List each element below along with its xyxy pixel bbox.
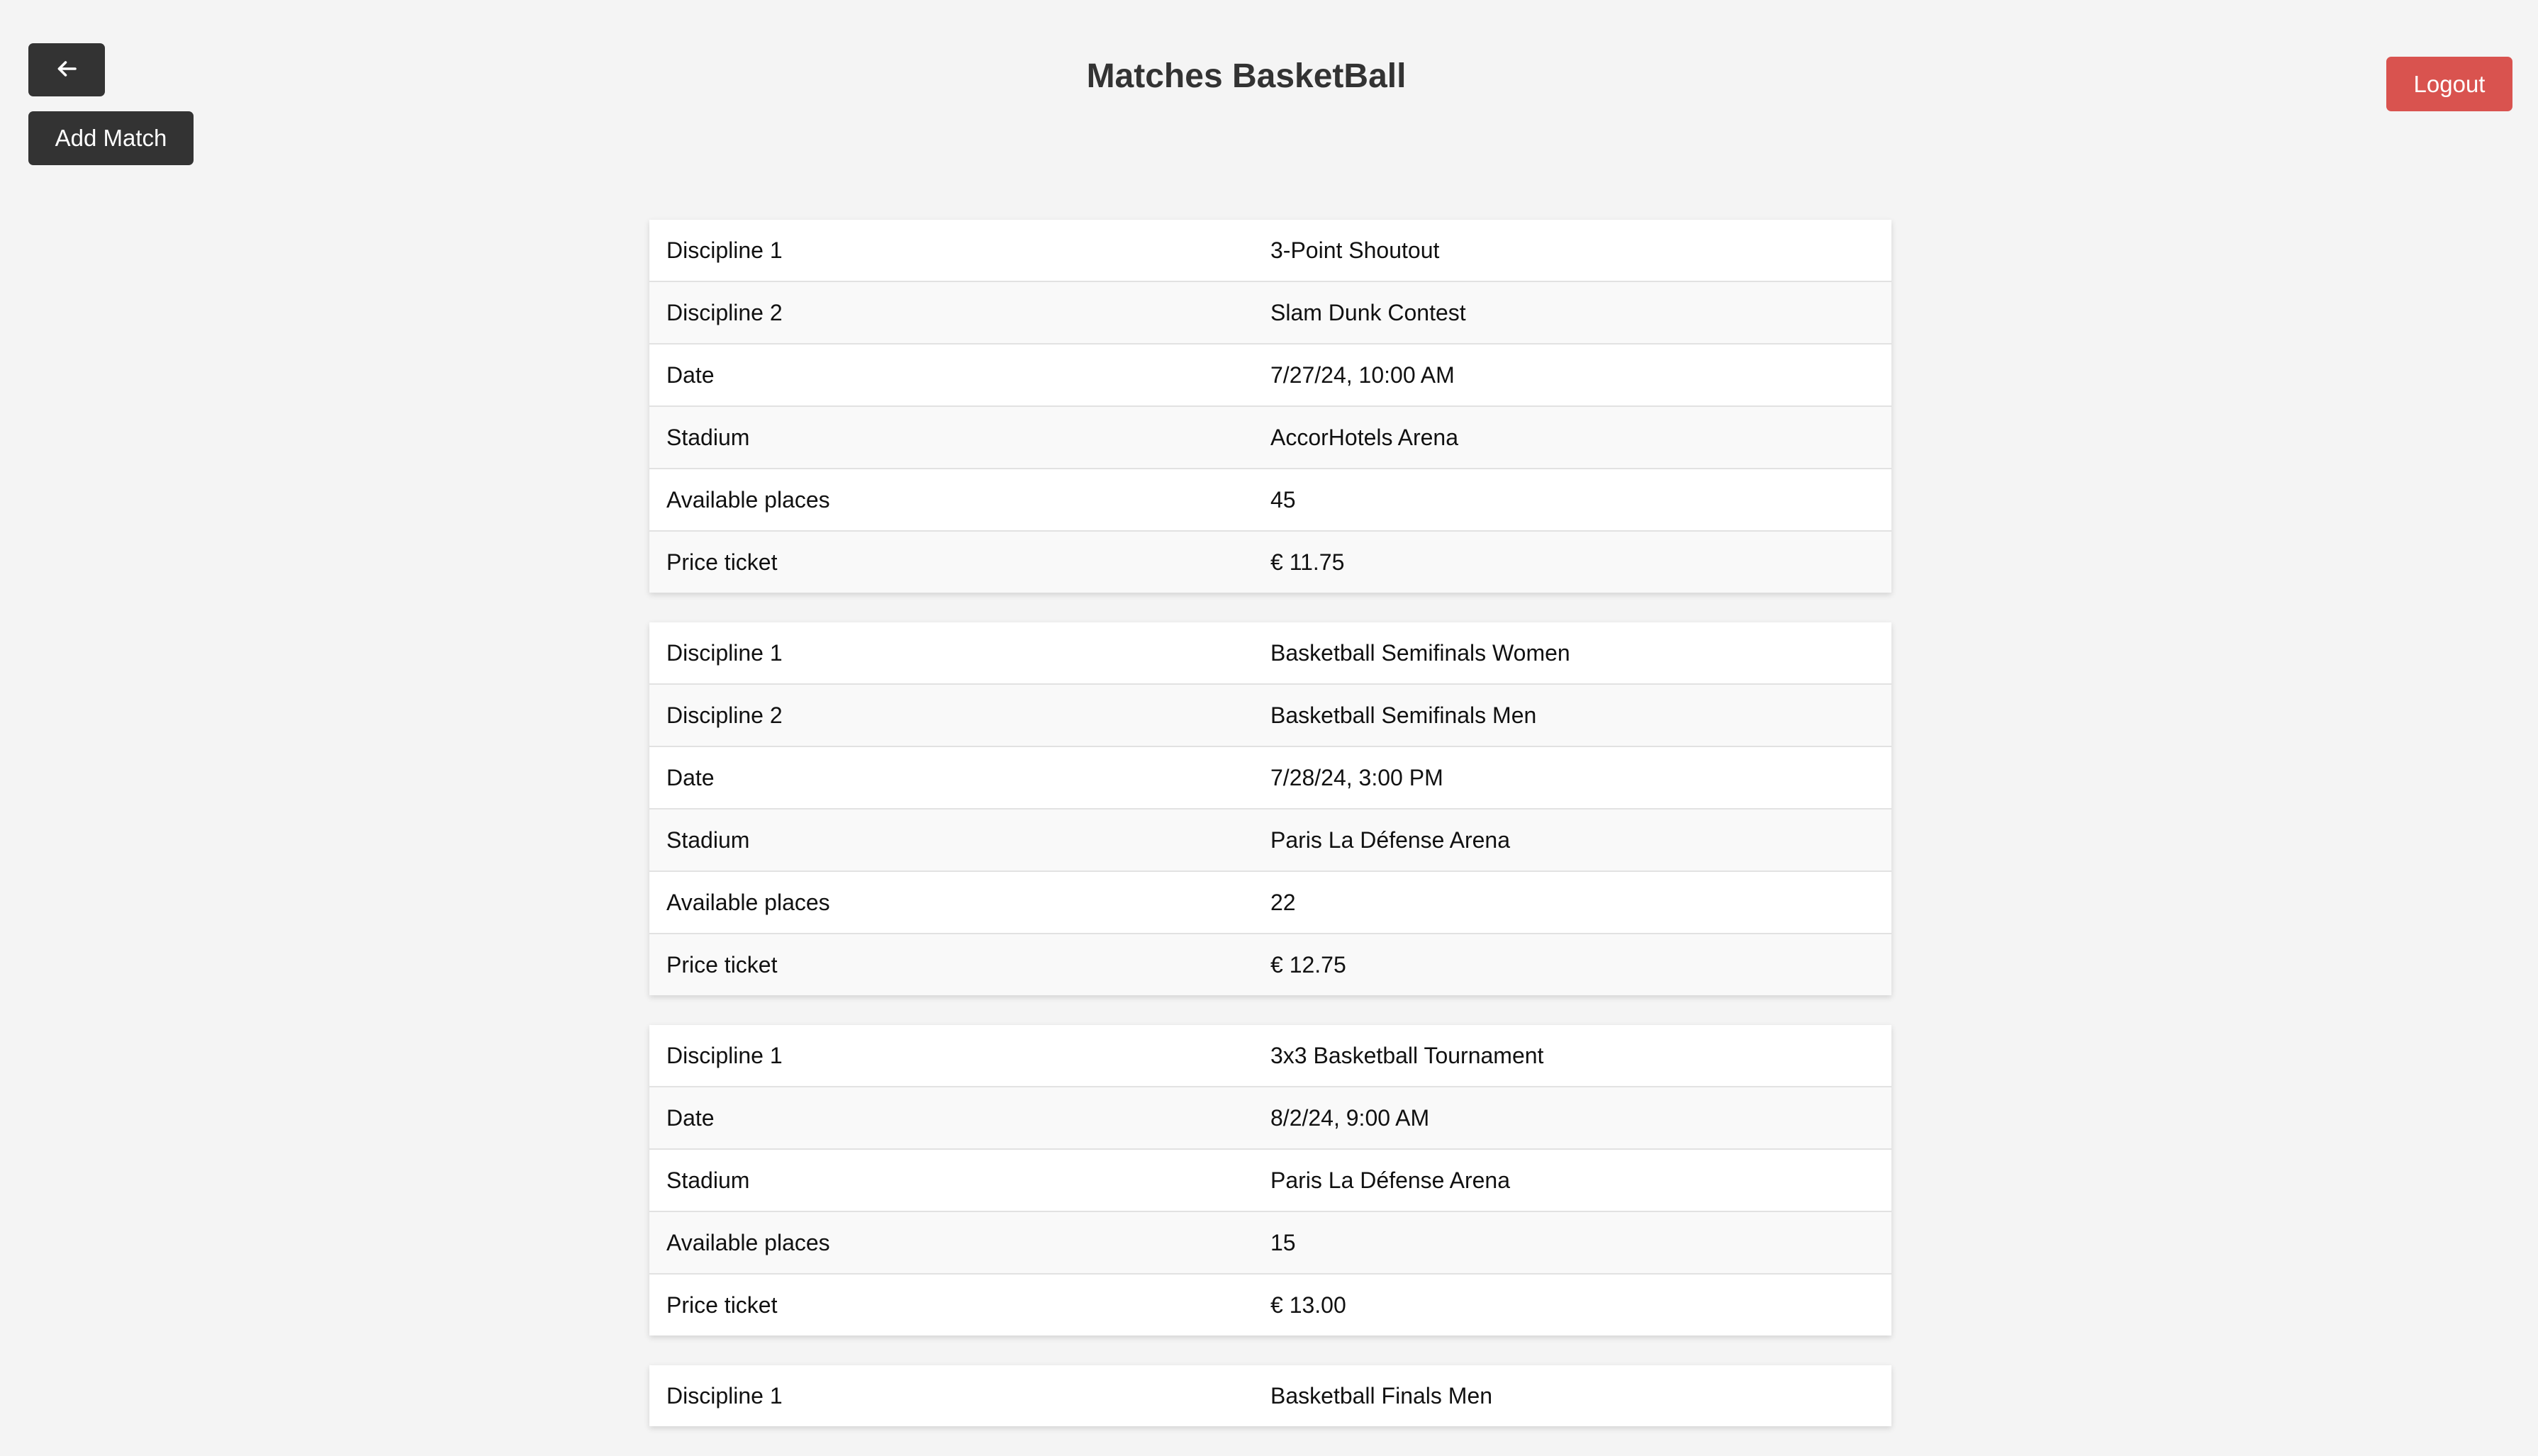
- row-value: € 11.75: [1270, 549, 1345, 575]
- row-label: Price ticket: [666, 549, 778, 575]
- row-label: Discipline 2: [666, 299, 783, 325]
- row-label: Date: [666, 362, 715, 388]
- row-value: Basketball Semifinals Men: [1270, 702, 1537, 728]
- row-label: Stadium: [666, 827, 750, 853]
- match-row-date: [649, 345, 1891, 407]
- match-row-date: [649, 747, 1891, 810]
- match-row-stadium: [649, 1150, 1891, 1212]
- match-row-price-ticket: [649, 532, 1891, 593]
- row-label: Price ticket: [666, 1292, 778, 1318]
- row-label: Discipline 1: [666, 1382, 783, 1409]
- row-label: Available places: [666, 486, 830, 513]
- row-value: 8/2/24, 9:00 AM: [1270, 1104, 1430, 1131]
- match-card: [649, 1365, 1891, 1426]
- row-value: Slam Dunk Contest: [1270, 299, 1466, 325]
- row-value: € 13.00: [1270, 1292, 1346, 1318]
- match-row-discipline-2: [649, 282, 1891, 345]
- match-row-price-ticket: [649, 1275, 1891, 1335]
- row-value: € 12.75: [1270, 951, 1346, 978]
- row-label: Stadium: [666, 424, 750, 450]
- row-label: Date: [666, 1104, 715, 1131]
- logout-button[interactable]: Logout: [2386, 57, 2512, 111]
- match-row-available-places: [649, 1212, 1891, 1275]
- row-value: Paris La Défense Arena: [1270, 827, 1510, 853]
- match-row-available-places: [649, 469, 1891, 532]
- row-label: Discipline 2: [666, 702, 783, 728]
- row-label: Stadium: [666, 1167, 750, 1193]
- row-value: 45: [1270, 486, 1296, 513]
- match-card: [649, 622, 1891, 995]
- row-label: Date: [666, 764, 715, 790]
- match-card: [649, 1025, 1891, 1335]
- match-row-price-ticket: [649, 934, 1891, 995]
- row-label: Discipline 1: [666, 237, 783, 263]
- row-value: Basketball Finals Men: [1270, 1382, 1493, 1409]
- page-title: Matches BasketBall: [1086, 57, 1407, 95]
- match-row-discipline-1: [649, 1365, 1891, 1426]
- row-value: 3x3 Basketball Tournament: [1270, 1042, 1544, 1068]
- match-row-stadium: [649, 810, 1891, 872]
- row-value: 3-Point Shoutout: [1270, 237, 1440, 263]
- row-label: Discipline 1: [666, 639, 783, 666]
- match-row-discipline-2: [649, 685, 1891, 747]
- match-row-discipline-1: [649, 1025, 1891, 1087]
- match-row-discipline-1: [649, 622, 1891, 685]
- row-value: 15: [1270, 1229, 1296, 1255]
- row-label: Available places: [666, 1229, 830, 1255]
- row-value: Paris La Défense Arena: [1270, 1167, 1510, 1193]
- add-match-button[interactable]: Add Match: [28, 111, 194, 165]
- match-row-date: [649, 1087, 1891, 1150]
- row-value: Basketball Semifinals Women: [1270, 639, 1570, 666]
- row-value: AccorHotels Arena: [1270, 424, 1459, 450]
- match-card: [649, 220, 1891, 593]
- row-label: Discipline 1: [666, 1042, 783, 1068]
- row-value: 7/28/24, 3:00 PM: [1270, 764, 1443, 790]
- match-row-available-places: [649, 872, 1891, 934]
- match-list: [649, 220, 1891, 1456]
- row-label: Available places: [666, 889, 830, 915]
- row-value: 7/27/24, 10:00 AM: [1270, 362, 1455, 388]
- row-label: Price ticket: [666, 951, 778, 978]
- row-value: 22: [1270, 889, 1296, 915]
- match-row-discipline-1: [649, 220, 1891, 282]
- match-row-stadium: [649, 407, 1891, 469]
